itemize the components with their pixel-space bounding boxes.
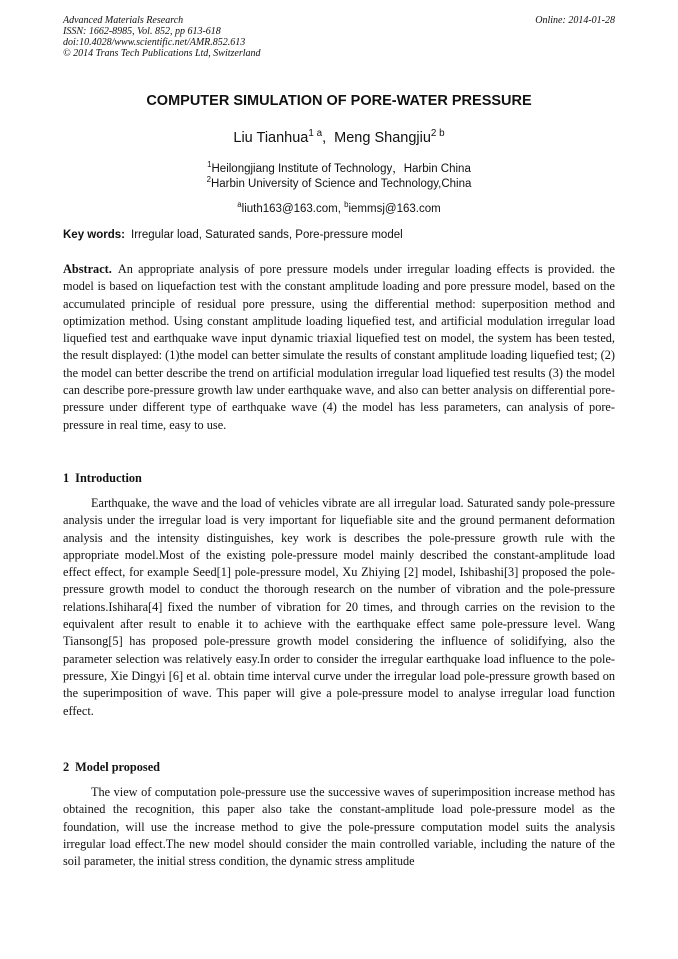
journal-issn: ISSN: 1662-8985, Vol. 852, pp 613-618 (63, 26, 221, 37)
author-list: Liu Tianhua$^{1 a}$, Meng Shangjiu$^{2 b}$ (233, 128, 445, 146)
abstract-label: Abstract. (63, 262, 112, 276)
section-title: Introduction (75, 471, 142, 485)
email-link[interactable]: iemmsj@163.com (348, 203, 441, 215)
email-superscript: b (344, 200, 349, 210)
section-title: Model proposed (75, 760, 160, 774)
keywords-label: Key words: (63, 229, 125, 241)
keywords (63, 229, 615, 241)
paper-title: COMPUTER SIMULATION OF PORE-WATER PRESSURE (146, 93, 532, 109)
journal-doi: doi:10.4028/www.scientific.net/AMR.852.613 (63, 37, 246, 48)
abstract (63, 261, 615, 434)
section-number: 1 (63, 471, 70, 485)
keywords-text: Irregular load, Saturated sands, Pore-pressure model (131, 229, 403, 241)
journal-header (63, 15, 615, 59)
author-name: Meng Shangjiu (334, 130, 431, 146)
section-body: The view of computation pole-pressure use the successive waves of superimposition increase method has obtained the recognition, this paper also take the constant-amplitude load pole-pressure model as the foundation, will use the increase method to give the pole-pressure computation model suits the analysis irregular load effect.The new model should consider the main controlled variable, including the nature of the soil parameter, the initial stress condition, the dynamic stress amplitude (63, 785, 615, 869)
email-superscript: a (237, 200, 242, 210)
email-link[interactable]: liuth163@163.com, (241, 203, 341, 215)
author-superscript: 2 b (430, 128, 445, 140)
affiliation (63, 160, 615, 176)
affiliation-superscript: 1 (207, 160, 212, 170)
affiliation (63, 175, 615, 190)
journal-name: Advanced Materials Research (63, 15, 184, 26)
author-name: Liu Tianhua (233, 130, 309, 146)
section-heading (63, 760, 615, 775)
section-heading (63, 471, 615, 486)
section-number: 2 (63, 760, 70, 774)
abstract-text: An appropriate analysis of pore pressure models under irregular loading effects is provided. the model is based on liquefaction test with the constant amplitude loading and pore pressure model, based on the accumulated principle of residual pore pressure, using the differential method: superposition method and optimization method. Using constant amplitude loading liquefied test, and artificial modulation irregular load liquefied test and earthquake wave input dynamic triaxial liquefied test on model, the system has been tested, the result displayed: (1)the model can better simulate the results of constant amplitude loading liquefied test; (2) the model can better describe the trend on artificial modulation irregular load liquefied test results (3) the model can describe pore-pressure growth law under earthquake wave, and also can better analysis on differential pore-pressure under different type of earthquake wave (4) the model has less parameters, can analysis of pore-pressure in real time, easy to use. (63, 262, 615, 432)
affiliation-text: Heilongjiang Institute of Technology，Harbin China (211, 163, 471, 175)
affiliation-text: Harbin University of Science and Technology,China (210, 178, 472, 190)
section-body: Earthquake, the wave and the load of vehicles vibrate are all irregular load. Saturated sandy pole-pressure analysis under the irregular load is very important for liquefiable site and the ground permanent deformation analysis and the intensity distinguishes, key work is describes the pole-pressure growth rule with the appropriate model.Most of the existing pole-pressure model mainly described the constant-amplitude load effect effect, for example Seed[1] pole-pressure model, Xu Zhiying [2] model, Ishibashi[3] proposed the pole-pressure growth model to conduct the thorough research on the number of vibration and the pole-pressure relations.Ishihara[4] fixed the number of vibration for 20 times, and through carries on the revision to the equivalent after result to enable it to achieve with the earthquake effect same pole-pressure level. Wang Tiansong[5] has proposed pole-pressure growth model considering the influence of solidifying, also the parameter selection was relatively easy.In order to consider the irregular earthquake load influence to the pole-pressure, Xie Dingyi [6] et al. obtain time interval curve under the irregular load pole-pressure growth based on the superimposition of wave. This paper will give a pole-pressure model to analyse irregular load function effect. (63, 496, 615, 718)
author-superscript: 1 a (308, 128, 323, 140)
author-emails (63, 200, 615, 215)
online-date: Online: 2014-01-28 (535, 15, 615, 26)
journal-copyright: © 2014 Trans Tech Publications Ltd, Switzerland (63, 48, 261, 59)
affiliation-superscript: 2 (206, 175, 211, 185)
